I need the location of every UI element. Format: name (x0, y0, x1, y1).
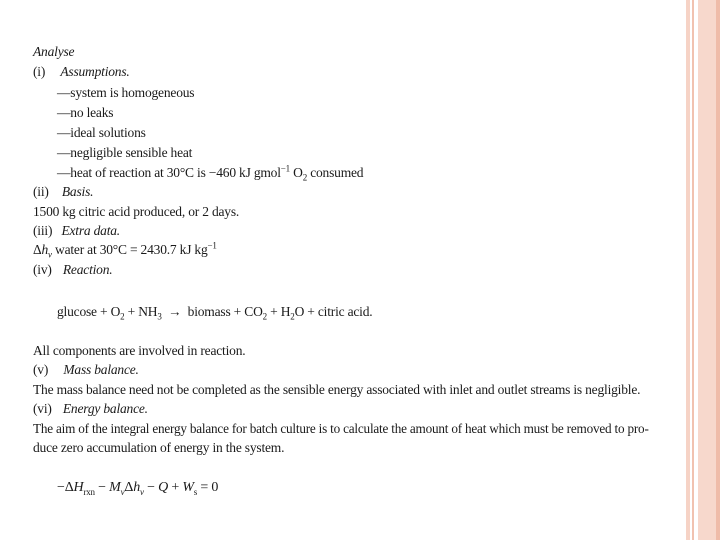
assumption-item: —negligible sensible heat (57, 145, 193, 160)
involved-text: All components are involved in reaction. (33, 343, 246, 358)
energy-balance-text: duce zero accumulation of energy in the system. (33, 440, 285, 455)
basis-text: 1500 kg citric acid produced, or 2 days. (33, 204, 240, 219)
mass-balance-heading: (v) Mass balance. (33, 362, 139, 377)
mass-balance-text: The mass balance need not be completed as the sensible energy associated with inlet and outlet streams is negligible. (33, 382, 641, 397)
assumptions-title: Assumptions. (60, 64, 130, 79)
energy-balance-heading: (vi) Energy balance. (33, 401, 148, 416)
reaction-heading: (iv) Reaction. (33, 262, 113, 277)
assumption-item: —ideal solutions (57, 125, 146, 140)
assumptions-label: (i) (33, 64, 46, 79)
assumption-heat-of-reaction: —heat of reaction at 30°C is −460 kJ gmol$^{-1}$ $O_2$ consumed (57, 163, 364, 183)
decor-stripe (716, 0, 720, 540)
energy-balance-equation: $-\Delta H_{rxn} - M_v\Delta h_v - Q + W_s = 0$ (57, 480, 219, 497)
assumption-item: —system is homogeneous (57, 85, 195, 100)
energy-balance-text: The aim of the integral energy balance for batch culture is to calculate the amount of heat which must be removed to pro- (33, 421, 649, 436)
assumptions-heading (33, 64, 130, 80)
decor-stripe (686, 0, 690, 540)
basis-heading: (ii) Basis. (33, 184, 94, 199)
reaction-equation: $glucose + O_2 + NH_3$ → biomass + $CO_2 + H_2O$ + citric acid. (57, 304, 373, 322)
heading-analyse: Analyse (33, 44, 75, 59)
extra-data-text: $\Delta h_v$ water at 30°C = 2430.7 kJ $kg^{-1}$ (33, 240, 217, 260)
decor-stripe (692, 0, 694, 540)
assumption-item: —no leaks (57, 105, 114, 120)
extra-data-heading: (iii) Extra data. (33, 223, 120, 238)
